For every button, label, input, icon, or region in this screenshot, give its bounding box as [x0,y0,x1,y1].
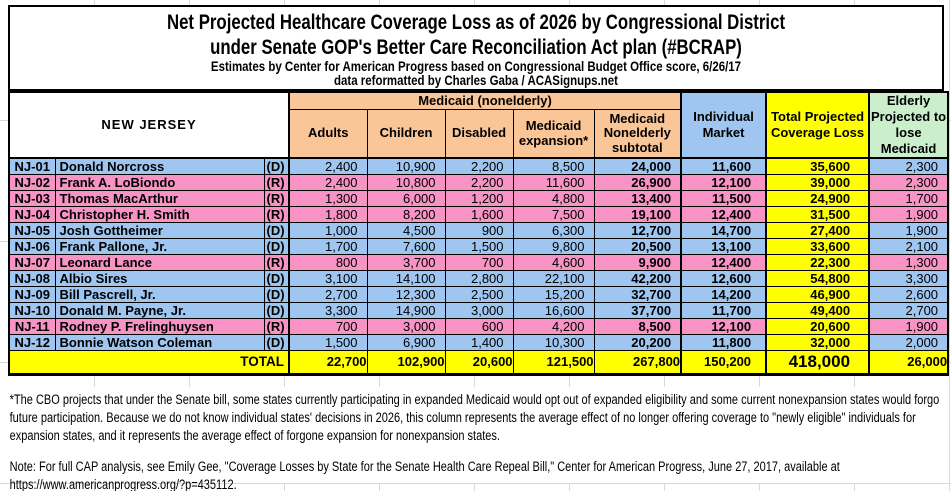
value-medicaid-subtotal: 13,400 [594,191,681,207]
value-individual-market: 14,200 [681,287,766,303]
representative-name: Frank A. LoBiondo [55,175,264,191]
party-label: (D) [264,303,289,319]
representative-name: Donald M. Payne, Jr. [55,303,264,319]
value-disabled: 2,200 [445,158,513,175]
subtitle-line2: data reformatted by Charles Gaba / ACASignups.net [334,73,618,88]
value-medicaid-expansion: 4,200 [513,319,594,335]
value-individual-market: 12,400 [681,255,766,271]
subtitle-line1: Estimates by Center for American Progress based on Congressional Budget Office score, 6/26/17 [210,59,742,74]
value-adults: 2,400 [289,158,367,175]
value-adults: 1,700 [289,239,367,255]
title-box [8,5,944,91]
value-disabled: 700 [445,255,513,271]
medicaid-group-header: Medicaid (nonelderly) [289,92,681,110]
value-medicaid-expansion: 4,800 [513,191,594,207]
value-disabled: 2,200 [445,175,513,191]
total-coverage-loss: 418,000 [766,351,869,375]
value-medicaid-subtotal: 9,900 [594,255,681,271]
value-elderly-medicaid: 2,600 [869,287,948,303]
district-row-nj-06 [9,239,948,255]
district-row-nj-11 [9,319,948,335]
value-medicaid-expansion: 7,500 [513,207,594,223]
value-individual-market: 14,700 [681,223,766,239]
district-code: NJ-01 [9,158,55,175]
value-elderly-medicaid: 1,300 [869,255,948,271]
total-adults: 22,700 [289,351,367,375]
value-total-coverage-loss: 35,600 [766,158,869,175]
total-medicaid-subtotal: 267,800 [594,351,681,375]
total-children: 102,900 [367,351,445,375]
representative-name: Rodney P. Frelinghuysen [55,319,264,335]
value-individual-market: 13,100 [681,239,766,255]
value-medicaid-subtotal: 37,700 [594,303,681,319]
value-children: 14,100 [367,271,445,287]
district-row-nj-05 [9,223,948,239]
representative-name: Albio Sires [55,271,264,287]
total-elderly: 26,000 [869,351,948,375]
value-elderly-medicaid: 2,700 [869,303,948,319]
value-elderly-medicaid: 2,300 [869,175,948,191]
party-label: (D) [264,335,289,351]
district-code: NJ-03 [9,191,55,207]
value-children: 10,800 [367,175,445,191]
value-elderly-medicaid: 1,900 [869,223,948,239]
district-row-nj-10 [9,303,948,319]
representative-name: Bill Pascrell, Jr. [55,287,264,303]
district-row-nj-04 [9,207,948,223]
district-rows [9,158,948,351]
value-medicaid-subtotal: 20,500 [594,239,681,255]
footnotes-section [8,387,948,491]
value-medicaid-subtotal: 20,200 [594,335,681,351]
value-medicaid-subtotal: 19,100 [594,207,681,223]
party-label: (R) [264,255,289,271]
col-header-adults: Adults [289,110,367,158]
value-children: 7,600 [367,239,445,255]
value-total-coverage-loss: 22,300 [766,255,869,271]
value-elderly-medicaid: 2,100 [869,239,948,255]
district-row-nj-01 [9,158,948,175]
value-individual-market: 12,100 [681,319,766,335]
footnote-cap-source: Note: For full CAP analysis, see Emily Gee, "Coverage Losses by State for the Senate Health Care Repeal Bill," Center for American Progress, June 27, 2017, available at https://www.americanprogress.org/?p=435112. [9,459,840,491]
col-header-children: Children [367,110,445,158]
district-row-nj-02 [9,175,948,191]
district-code: NJ-07 [9,255,55,271]
value-total-coverage-loss: 24,900 [766,191,869,207]
value-medicaid-expansion: 6,300 [513,223,594,239]
total-disabled: 20,600 [445,351,513,375]
col-header-disabled: Disabled [445,110,513,158]
value-adults: 3,300 [289,303,367,319]
district-code: NJ-06 [9,239,55,255]
party-label: (R) [264,319,289,335]
value-medicaid-expansion: 8,500 [513,158,594,175]
party-label: (D) [264,158,289,175]
value-individual-market: 11,500 [681,191,766,207]
value-adults: 800 [289,255,367,271]
value-elderly-medicaid: 1,700 [869,191,948,207]
party-label: (D) [264,223,289,239]
value-adults: 1,800 [289,207,367,223]
district-code: NJ-05 [9,223,55,239]
value-disabled: 1,200 [445,191,513,207]
value-disabled: 3,000 [445,303,513,319]
party-label: (R) [264,175,289,191]
value-total-coverage-loss: 27,400 [766,223,869,239]
value-adults: 1,300 [289,191,367,207]
value-adults: 700 [289,319,367,335]
value-medicaid-subtotal: 24,000 [594,158,681,175]
party-label: (R) [264,207,289,223]
value-total-coverage-loss: 33,600 [766,239,869,255]
value-children: 3,700 [367,255,445,271]
value-medicaid-expansion: 11,600 [513,175,594,191]
value-individual-market: 11,800 [681,335,766,351]
value-medicaid-subtotal: 8,500 [594,319,681,335]
district-code: NJ-02 [9,175,55,191]
value-total-coverage-loss: 39,000 [766,175,869,191]
value-elderly-medicaid: 2,300 [869,158,948,175]
value-total-coverage-loss: 46,900 [766,287,869,303]
value-children: 10,900 [367,158,445,175]
party-label: (R) [264,191,289,207]
value-children: 4,500 [367,223,445,239]
main-title-line1: Net Projected Healthcare Coverage Loss as of 2026 by Congressional District [166,11,786,34]
col-header-total-coverage-loss: Total Projected Coverage Loss [766,92,869,158]
main-title-line2: under Senate GOP's Better Care Reconciliation Act plan (#BCRAP) [210,36,742,59]
value-adults: 1,500 [289,335,367,351]
value-medicaid-expansion: 9,800 [513,239,594,255]
value-children: 14,900 [367,303,445,319]
representative-name: Donald Norcross [55,158,264,175]
value-individual-market: 11,700 [681,303,766,319]
col-header-medicaid-expansion: Medicaid expansion* [513,110,594,158]
value-total-coverage-loss: 31,500 [766,207,869,223]
value-adults: 2,700 [289,287,367,303]
value-adults: 2,400 [289,175,367,191]
value-medicaid-expansion: 10,300 [513,335,594,351]
district-code: NJ-09 [9,287,55,303]
value-medicaid-subtotal: 42,200 [594,271,681,287]
value-elderly-medicaid: 3,300 [869,271,948,287]
party-label: (D) [264,287,289,303]
col-header-medicaid-subtotal: Medicaid Nonelderly subtotal [594,110,681,158]
representative-name: Frank Pallone, Jr. [55,239,264,255]
col-header-individual-market: Individual Market [681,92,766,158]
value-children: 12,300 [367,287,445,303]
total-label-cell: TOTAL [9,351,289,375]
value-total-coverage-loss: 54,800 [766,271,869,287]
value-disabled: 2,800 [445,271,513,287]
total-row [9,351,948,375]
district-row-nj-03 [9,191,948,207]
value-disabled: 900 [445,223,513,239]
district-row-nj-09 [9,287,948,303]
col-header-elderly-medicaid: Elderly Projected to lose Medicaid [870,93,947,156]
district-code: NJ-08 [9,271,55,287]
district-row-nj-12 [9,335,948,351]
value-children: 3,000 [367,319,445,335]
value-medicaid-subtotal: 12,700 [594,223,681,239]
value-individual-market: 12,600 [681,271,766,287]
state-name-cell: NEW JERSEY [9,92,289,158]
value-children: 8,200 [367,207,445,223]
value-elderly-medicaid: 1,900 [869,319,948,335]
representative-name: Christopher H. Smith [55,207,264,223]
value-individual-market: 12,400 [681,207,766,223]
footnote-cbo-methodology: *The CBO projects that under the Senate bill, some states currently participating in expanded Medicaid would opt out of expanded eligibility and some current nonexpansion states would forgo future participation. Because we do not know individual states' decisions in 2026, this column represents the average effect of no longer offering coverage to "newly eligible" individuals for expansion states, and it represents the average effect of forgone expansion for nonexpansion states. [9,392,940,443]
value-individual-market: 12,100 [681,175,766,191]
value-children: 6,900 [367,335,445,351]
representative-name: Bonnie Watson Coleman [55,335,264,351]
value-elderly-medicaid: 1,900 [869,207,948,223]
value-medicaid-expansion: 16,600 [513,303,594,319]
district-row-nj-07 [9,255,948,271]
total-individual-market: 150,200 [681,351,766,375]
district-code: NJ-10 [9,303,55,319]
district-code: NJ-11 [9,319,55,335]
value-medicaid-expansion: 22,100 [513,271,594,287]
value-adults: 3,100 [289,271,367,287]
value-medicaid-expansion: 15,200 [513,287,594,303]
value-medicaid-expansion: 4,600 [513,255,594,271]
district-row-nj-08 [9,271,948,287]
value-total-coverage-loss: 20,600 [766,319,869,335]
representative-name: Leonard Lance [55,255,264,271]
representative-name: Josh Gottheimer [55,223,264,239]
coverage-loss-table [8,91,949,376]
value-disabled: 1,400 [445,335,513,351]
value-medicaid-subtotal: 32,700 [594,287,681,303]
value-disabled: 1,600 [445,207,513,223]
value-total-coverage-loss: 32,000 [766,335,869,351]
party-label: (D) [264,271,289,287]
total-medicaid-expansion: 121,500 [513,351,594,375]
value-individual-market: 11,600 [681,158,766,175]
party-label: (D) [264,239,289,255]
district-code: NJ-04 [9,207,55,223]
value-medicaid-subtotal: 26,900 [594,175,681,191]
value-children: 6,000 [367,191,445,207]
district-code: NJ-12 [9,335,55,351]
value-disabled: 600 [445,319,513,335]
value-adults: 1,000 [289,223,367,239]
value-disabled: 1,500 [445,239,513,255]
representative-name: Thomas MacArthur [55,191,264,207]
value-elderly-medicaid: 2,000 [869,335,948,351]
value-total-coverage-loss: 49,400 [766,303,869,319]
value-disabled: 2,500 [445,287,513,303]
